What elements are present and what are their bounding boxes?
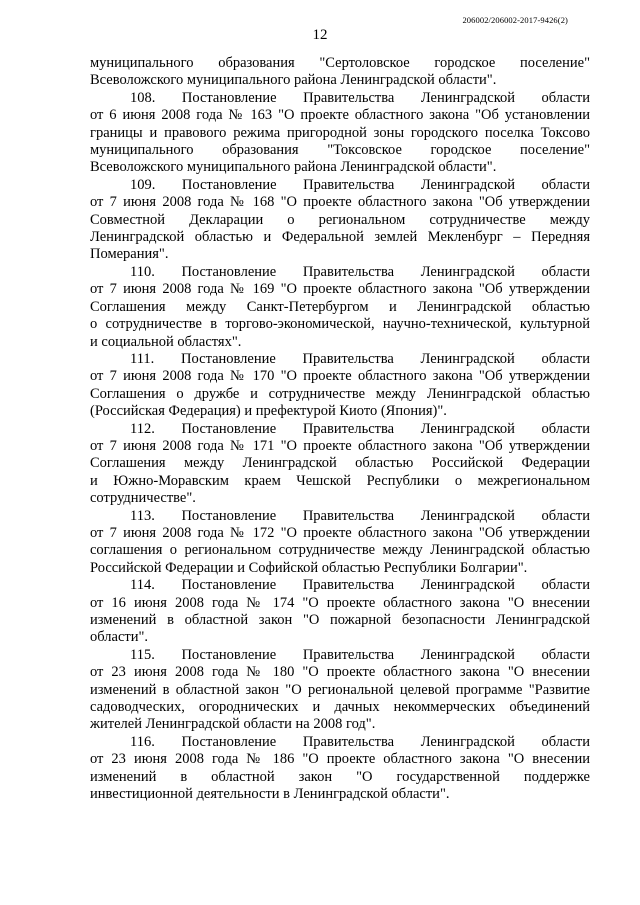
- text-line: изменений в областной закон "О государственной поддержке: [90, 768, 590, 785]
- text-line: от 7 июня 2008 года № 171 "О проекте областного закона "Об утверждении: [90, 437, 590, 454]
- page-number: 12: [312, 27, 328, 43]
- text-line: жителей Ленинградской области на 2008 год".: [90, 716, 376, 733]
- text-line: садоводческих, огороднических и дачных некоммерческих объединений: [90, 699, 590, 716]
- text-line: сотрудничестве".: [90, 490, 196, 507]
- text-line: соглашения о региональном сотрудничестве между Ленинградской областью: [90, 542, 590, 559]
- text-line: Соглашения между Ленинградской областью Российской Федерации: [90, 455, 590, 472]
- text-line: области".: [90, 629, 149, 646]
- text-line: 109. Постановление Правительства Ленинградской области: [130, 176, 590, 193]
- text-line: 115. Постановление Правительства Ленинградской области: [130, 646, 590, 663]
- text-line: от 7 июня 2008 года № 170 "О проекте областного закона "Об утверждении: [90, 368, 590, 385]
- text-line: изменений в областной закон "О региональной целевой программе "Развитие: [90, 681, 590, 698]
- text-line: от 6 июня 2008 года № 163 "О проекте областного закона "Об установлении: [90, 107, 590, 124]
- text-line: 112. Постановление Правительства Ленинградской области: [130, 420, 590, 437]
- text-line: Совместной Декларации о региональном сотрудничестве между: [90, 211, 590, 228]
- text-line: 114. Постановление Правительства Ленинградской области: [130, 577, 590, 594]
- document-body: [90, 55, 590, 803]
- text-line: границы и правового режима пригородной зоны городского поселка Токсово: [90, 124, 590, 141]
- text-line: муниципального образования "Сертоловское городское поселение": [90, 55, 590, 71]
- text-line: муниципального образования "Токсовское городское поселение": [90, 142, 590, 159]
- text-line: от 7 июня 2008 года № 169 "О проекте областного закона "Об утверждении: [90, 281, 590, 298]
- paragraph: [90, 351, 590, 421]
- paragraph: [90, 264, 590, 351]
- text-line: от 23 июня 2008 года № 180 "О проекте областного закона "О внесении: [90, 664, 590, 681]
- text-line: Соглашения о дружбе и сотрудничестве между Ленинградской областью: [90, 385, 590, 402]
- text-line: (Российская Федерация) и префектурой Киото (Япония)".: [90, 403, 447, 420]
- text-line: 110. Постановление Правительства Ленинградской области: [130, 263, 590, 280]
- text-line: 108. Постановление Правительства Ленинградской области: [130, 89, 590, 106]
- text-line: Соглашения между Санкт-Петербургом и Ленинградской областью: [90, 298, 590, 315]
- text-line: от 23 июня 2008 года № 186 "О проекте областного закона "О внесении: [90, 751, 590, 768]
- text-line: 111. Постановление Правительства Ленинградской области: [130, 350, 590, 367]
- text-line: Всеволожского муниципального района Ленинградской области".: [90, 72, 497, 89]
- document-registration-code: 206002/206002-2017-9426(2): [462, 15, 568, 25]
- text-line: Российской Федерации и Софийской областью Республики Болгарии".: [90, 559, 528, 576]
- text-line: инвестиционной деятельности в Ленинградской области".: [90, 786, 450, 803]
- text-line: Померания".: [90, 246, 169, 263]
- paragraph: [90, 508, 590, 578]
- paragraph: [90, 577, 590, 647]
- text-line: от 16 июня 2008 года № 174 "О проекте областного закона "О внесении: [90, 594, 590, 611]
- paragraph: [90, 90, 590, 177]
- paragraph: [90, 421, 590, 508]
- text-line: Всеволожского муниципального района Ленинградской области".: [90, 159, 497, 176]
- paragraph: [90, 177, 590, 264]
- text-line: 116. Постановление Правительства Ленинградской области: [130, 733, 590, 750]
- paragraph: [90, 734, 590, 804]
- text-line: и социальной областях".: [90, 333, 242, 350]
- text-line: о сотрудничестве в торгово-экономической, научно-технической, культурной: [90, 316, 590, 333]
- paragraph: [90, 55, 590, 90]
- text-line: 113. Постановление Правительства Ленинградской области: [130, 507, 590, 524]
- text-line: от 7 июня 2008 года № 168 "О проекте областного закона "Об утверждении: [90, 194, 590, 211]
- text-line: от 7 июня 2008 года № 172 "О проекте областного закона "Об утверждении: [90, 524, 590, 541]
- paragraph: [90, 647, 590, 734]
- text-line: Ленинградской областью и Федеральной землей Мекленбург – Передняя: [90, 229, 590, 246]
- text-line: и Южно-Моравским краем Чешской Республики о межрегиональном: [90, 472, 590, 489]
- text-line: изменений в областной закон "О пожарной безопасности Ленинградской: [90, 612, 590, 628]
